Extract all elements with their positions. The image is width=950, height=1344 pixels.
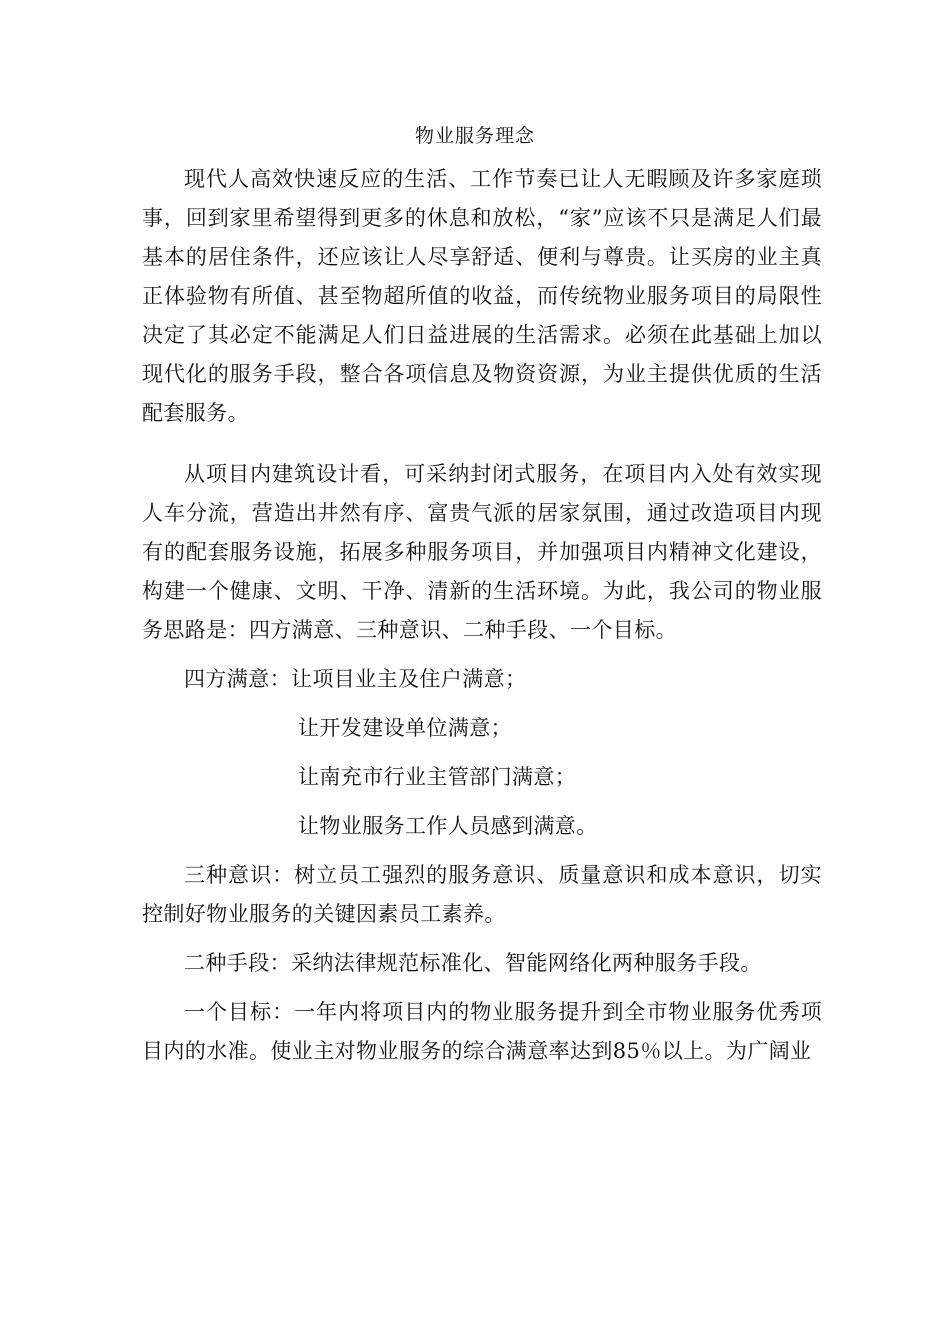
document-title: 物业服务理念 [414, 125, 535, 147]
paragraph-design: 从项目内建筑设计看，可采纳封闭式服务，在项目内入处有效实现人车分流，营造出井然有序、富贵气派的居家氛围，通过改造项目内现有的配套服务设施，拓展多种服务项目，并加强项目内精神文化建设，构建一个健康、文明、干净、清新的生活环境。为此，我公司的物业服务思路是：四方满意、三种意识、二种手段、一个目标。 [142, 462, 822, 642]
paragraph-three-awareness: 三种意识：树立员工强烈的服务意识、质量意识和成本意识，切实控制好物业服务的关键因素员工素养。 [142, 863, 822, 926]
paragraph-four-satisfaction-item-4: 让物业服务工作人员感到满意。 [298, 814, 598, 838]
paragraph-intro: 现代人高效快速反应的生活、工作节奏已让人无暇顾及许多家庭琐事，回到家里希望得到更多的休息和放松，“家”应该不只是满足人们最基本的居住条件，还应该让人尽享舒适、便利与尊贵。让买房的业主真正体验物有所值、甚至物超所值的收益，而传统物业服务项目的局限性决定了其必定不能满足人们日益进展的生活需求。必须在此基础上加以现代化的服务手段，整合各项信息及物资资源，为业主提供优质的生活配套服务。 [142, 167, 822, 425]
paragraph-four-satisfaction-item-2: 让开发建设单位满意； [298, 716, 512, 740]
document-body [142, 160, 822, 1071]
paragraph-two-means: 二种手段：采纳法律规范标准化、智能网络化两种服务手段。 [184, 951, 762, 975]
paragraph-one-goal: 一个目标：一年内将项目内的物业服务提升到全市物业服务优秀项目内的水准。使业主对物业服务的综合满意率达到85％以上。为广阔业 [142, 1000, 822, 1063]
paragraph-four-satisfaction-item-3: 让南充市行业主管部门满意； [298, 765, 577, 789]
paragraph-four-satisfaction: 四方满意：让项目业主及住户满意； [184, 667, 527, 691]
